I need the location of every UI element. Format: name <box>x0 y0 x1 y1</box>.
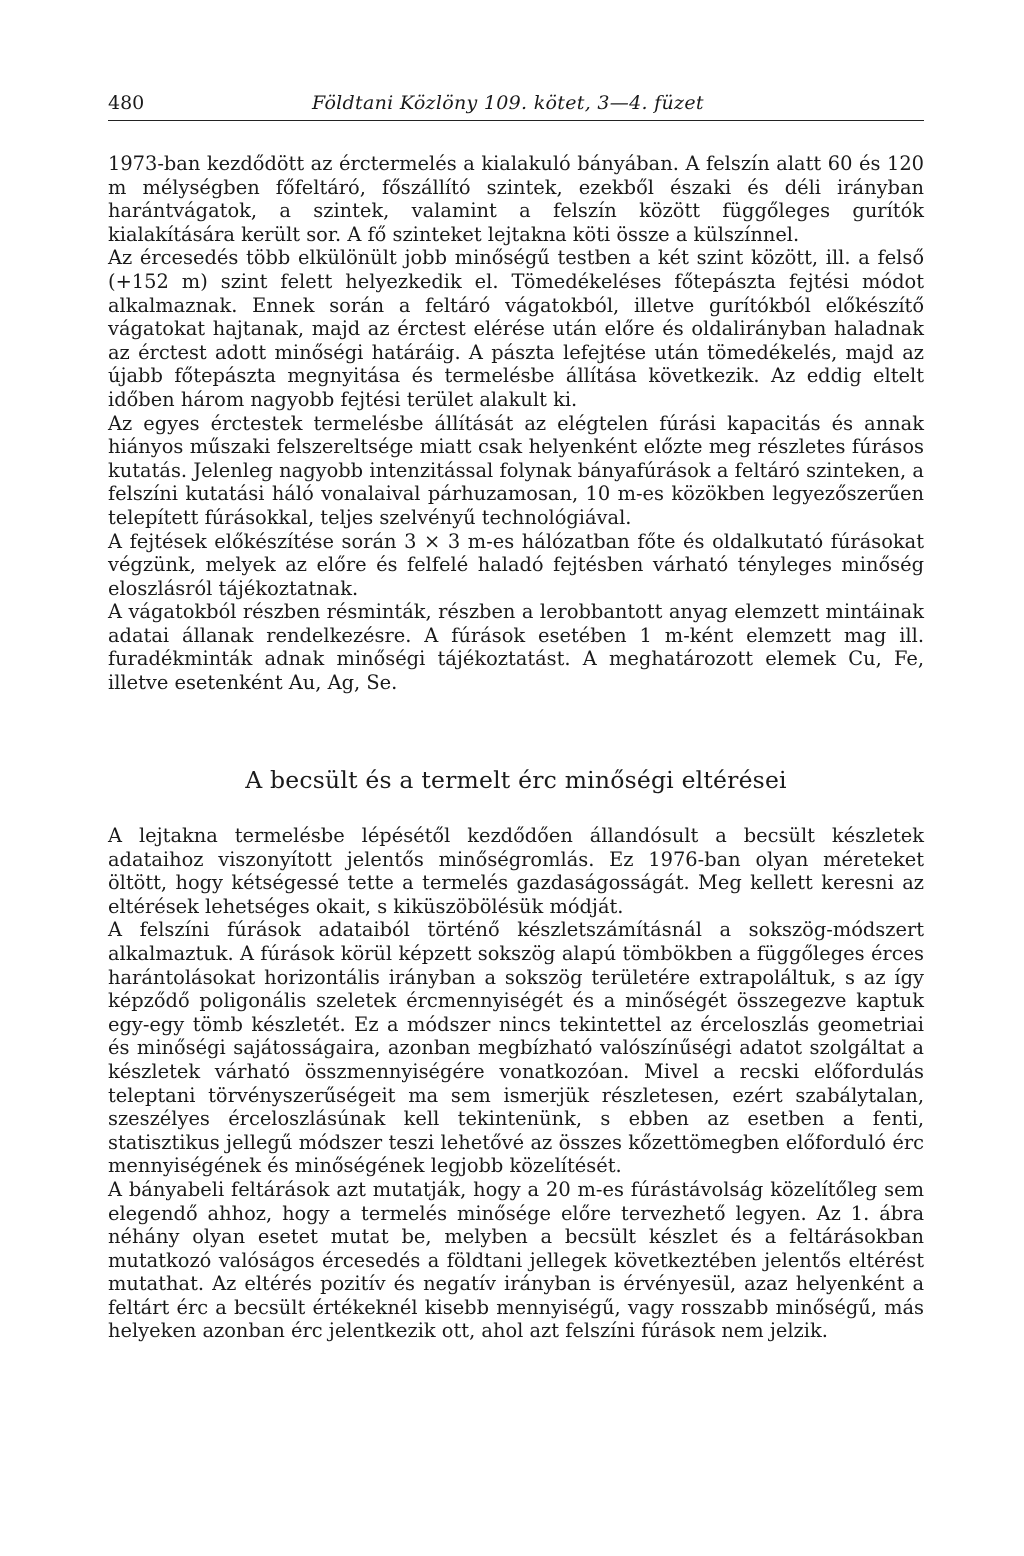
section-body-mining <box>108 152 924 695</box>
running-header <box>108 88 924 121</box>
page-number: 480 <box>108 92 145 114</box>
paragraph: A bányabeli feltárások azt mutatják, hogy a 20 m-es fúrástávolság közelítőleg sem elegendő ahhoz, hogy a termelés minősége előre tervezhető legyen. Az 1. ábra néhány olyan esetet mutat be, melyben a becsült készlet és a feltárásokban mutatkozó valóságos ércesedés a földtani jellegek következtében jelentős eltérést mutathat. Az eltérés pozitív és negatív irányban is érvényesül, azaz helyenként a feltárt érc a becsült értékeknél kisebb mennyiségű, vagy rosszabb minőségű, más helyeken azonban érc jelentkezik ott, ahol azt felszíni fúrások nem jelzik. <box>108 1177 924 1343</box>
section-body-quality <box>108 824 924 1343</box>
paragraph: Az egyes érctestek termelésbe állítását az elégtelen fúrási kapacitás és annak hiányos műszaki felszereltsége miatt csak helyenként előzte meg részletes fúrásos kutatás. Jelenleg nagyobb intenzitással folynak bányafúrások a feltáró szinteken, a felszíni kutatási háló vonalaival párhuzamosan, 10 m-es közökben legyezőszerűen telepített fúrásokkal, teljes szelvényű technológiával. <box>108 411 924 529</box>
section-heading: A becsült és a termelt érc minőségi eltérései <box>245 766 787 794</box>
paragraph: A fejtések előkészítése során 3 × 3 m-es hálózatban főte és oldalkutató fúrásokat végzünk, melyek az előre és felfelé haladó fejtésben várható tényleges minőség eloszlásról tájékoztatnak. <box>108 529 924 600</box>
journal-reference: Földtani Közlöny 109. kötet, 3—4. füzet <box>312 92 704 114</box>
paragraph: 1973-ban kezdődött az érctermelés a kialakuló bányában. A felszín alatt 60 és 120 m mélységben főfeltáró, főszállító szintek, ezekből északi és déli irányban harántvágatok, a szintek, valamint a felszín között függőleges gurítók kialakítására került sor. A fő szinteket lejtakna köti össze a külszínnel. <box>108 152 924 246</box>
paragraph: A lejtakna termelésbe lépésétől kezdődően állandósult a becsült készletek adataihoz viszonyított jelentős minőségromlás. Ez 1976-ban olyan méreteket öltött, hogy kétségessé tette a termelés gazdaságosságát. Meg kellett keresni az eltérések lehetséges okait, s kiküszöbölésük módját. <box>108 824 924 918</box>
paragraph: A felszíni fúrások adataiból történő készletszámításnál a sokszög-módszert alkalmaztuk. A fúrások körül képzett sokszög alapú tömbökben a függőleges érces harántolásokat horizontális irányban a sokszög területére extrapoláltuk, s az így képződő poligonális szeletek ércmennyiségét és a minőségét összegezve kaptuk egy-egy tömb készletét. Ez a módszer nincs tekintettel az érceloszlás geometriai és minőségi sajátosságaira, azonban megbízható valószínűségi adatot szolgáltat a készletek várható összmennyiségére vonatkozóan. Mivel a recski előfordulás teleptani törvényszerűségeit ma sem ismerjük részletesen, ezért szabálytalan, szeszélyes érceloszlásúnak kell tekintenünk, s ebben az esetben a fenti, statisztikus jellegű módszer teszi lehetővé az összes kőzettömegben előforduló érc mennyiségének és minőségének legjobb közelítését. <box>108 918 924 1178</box>
paragraph: A vágatokból részben résminták, részben a lerobbantott anyag elemzett mintáinak adatai állanak rendelkezésre. A fúrások esetében 1 m-ként elemzett mag ill. furadékminták adnak minőségi tájékoztatást. A meghatározott elemek Cu, Fe, illetve esetenként Au, Ag, Se. <box>108 600 924 695</box>
paragraph: Az ércesedés több elkülönült jobb minőségű testben a két szint között, ill. a felső (+152 m) szint felett helyezkedik el. Tömedékeléses főtepászta fejtési módot alkalmaznak. Ennek során a feltáró vágatokból, illetve gurítókból előkészítő vágatokat hajtanak, majd az érctest elérése után előre és oldalirányban haladnak az érctest adott minőségi határáig. A pászta lefejtése után tömedékelés, majd az újabb főtepászta megnyitása és termelésbe állítása következik. Az eddig eltelt időben három nagyobb fejtési terület alakult ki. <box>108 246 924 411</box>
